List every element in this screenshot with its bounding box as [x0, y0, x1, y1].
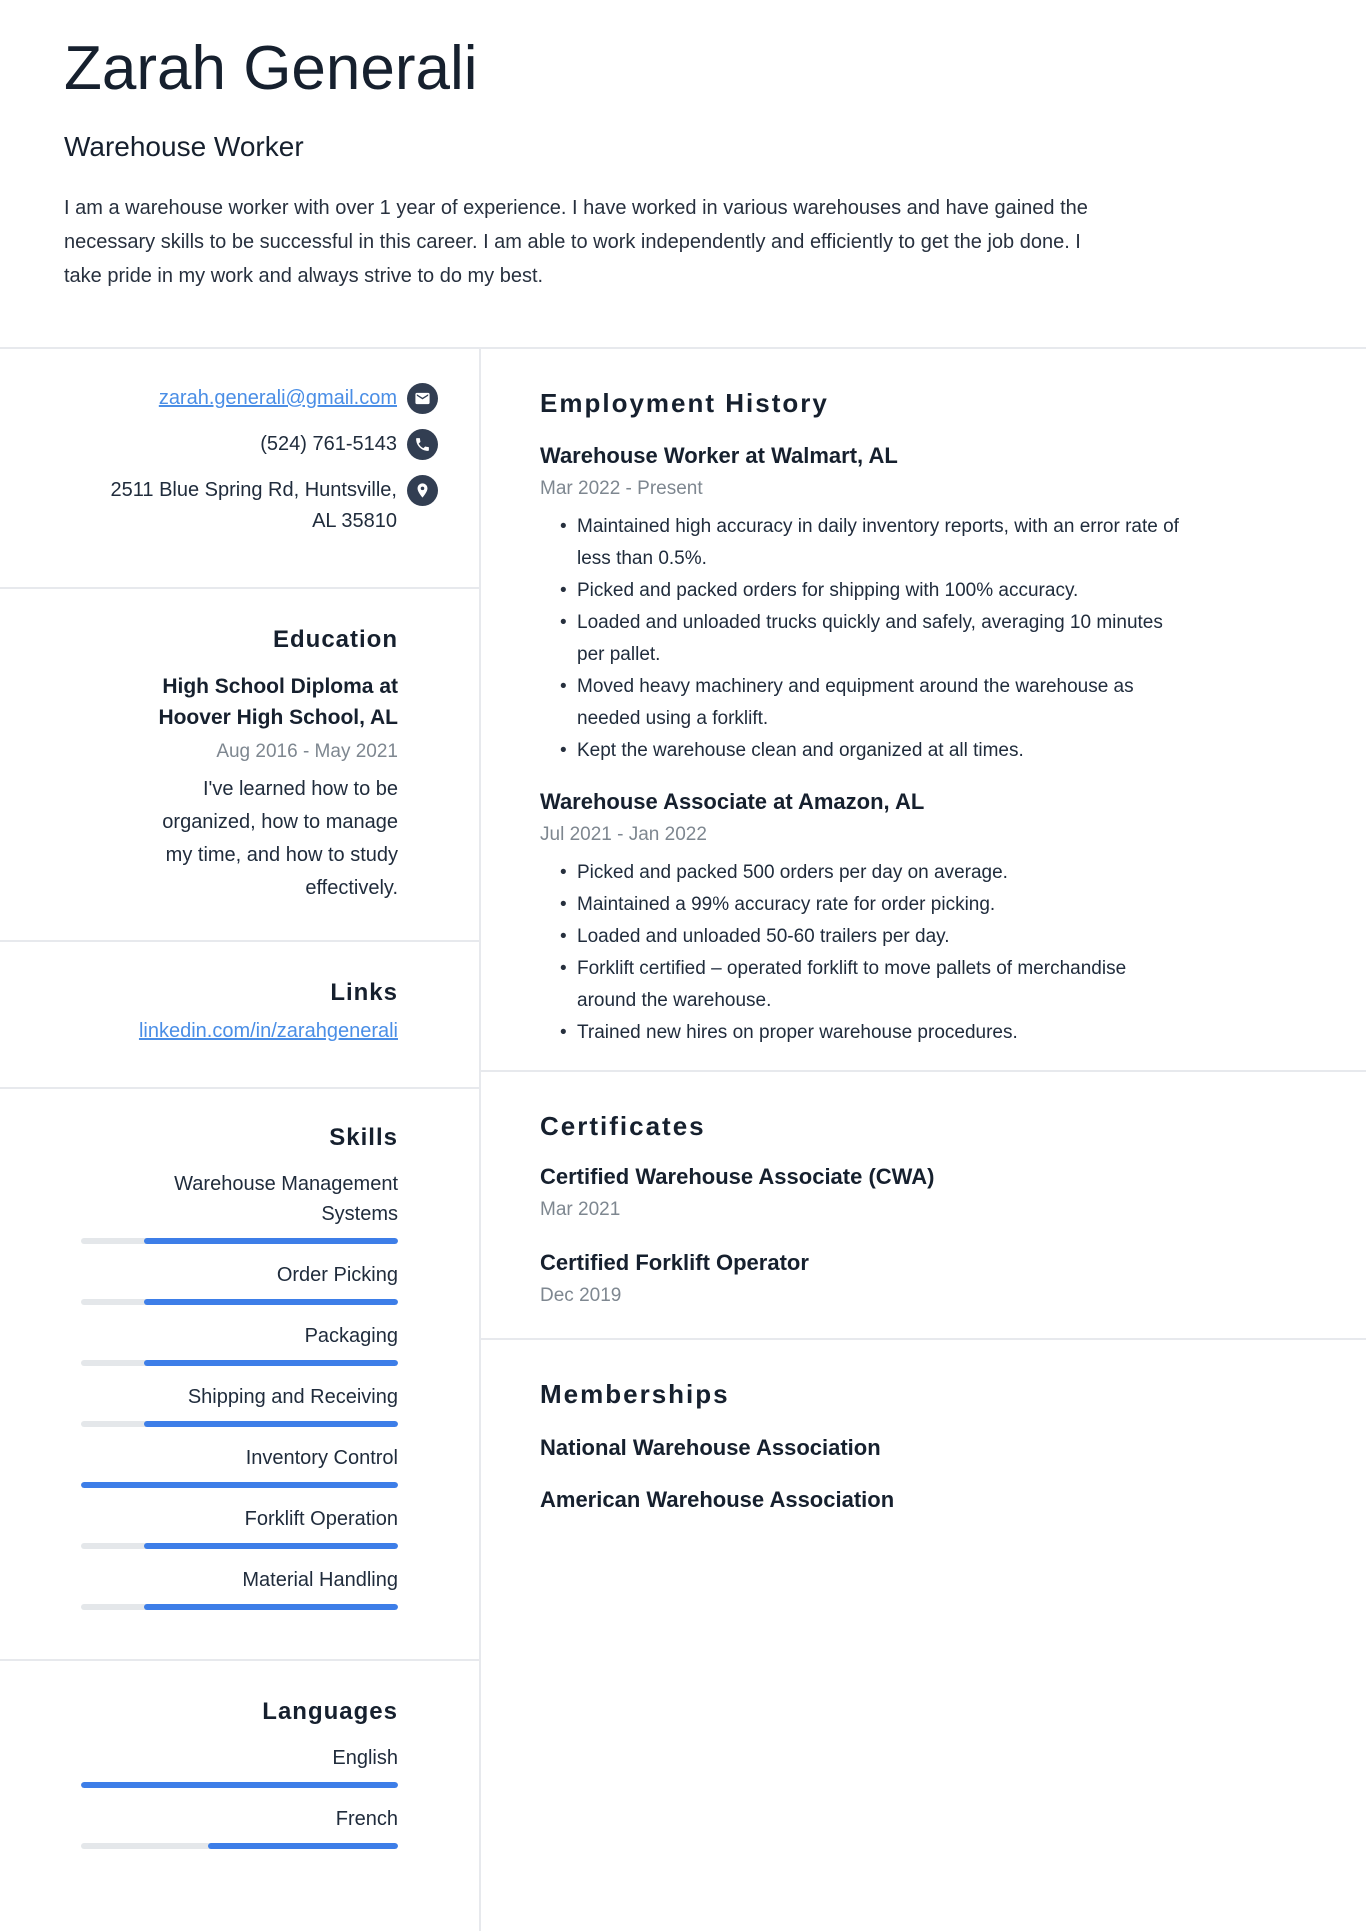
certificate-date: Mar 2021: [540, 1199, 621, 1220]
person-name: Zarah Generali: [64, 34, 478, 103]
job-dates: Jul 2021 - Jan 2022: [540, 824, 707, 845]
links-heading: Links: [330, 979, 398, 1006]
skill-bar: [81, 1482, 398, 1488]
job-title: Warehouse Worker at Walmart, AL: [540, 443, 898, 468]
skill-name: Inventory Control: [245, 1447, 398, 1469]
skill-bar-fill: [144, 1604, 398, 1610]
skill-bar-fill: [144, 1238, 398, 1244]
languages-heading: Languages: [262, 1698, 398, 1725]
certificate-date: Dec 2019: [540, 1285, 622, 1306]
skill-item: [64, 1382, 438, 1427]
employment-heading: Employment History: [540, 388, 829, 418]
skill-item: [64, 1260, 438, 1305]
contact-phone: (524) 761-5143: [260, 433, 397, 455]
header: [0, 0, 1366, 349]
skill-name: Packaging: [304, 1325, 398, 1347]
skill-item: [64, 1321, 438, 1366]
skill-item: [64, 1169, 438, 1244]
skill-bar-fill: [144, 1543, 398, 1549]
job-bullet: • Loaded and unloaded 50-60 trailers per day.: [577, 921, 1180, 953]
skill-bar-fill: [144, 1299, 398, 1305]
skills-section: [0, 1089, 479, 1661]
email-link[interactable]: zarah.generali@gmail.com: [158, 387, 397, 409]
job-bullet: • Picked and packed 500 orders per day on average.: [577, 857, 1180, 889]
skill-name: Shipping and Receiving: [187, 1386, 398, 1408]
skill-name: Warehouse Management Systems: [174, 1173, 398, 1225]
skill-bar: [81, 1238, 398, 1244]
body-columns: [0, 349, 1366, 1931]
job-bullet: • Moved heavy machinery and equipment around the warehouse as needed using a forklift.: [577, 671, 1180, 735]
profile-summary: I am a warehouse worker with over 1 year of experience. I have worked in various warehouses and have gained the necessary skills to be successful in this career. I am able to work independently and efficiently to get the job done. I take pride in my work and always strive to do my best.: [64, 197, 1088, 287]
certificate-entry: [540, 1162, 1326, 1222]
mail-icon: [407, 383, 438, 414]
certificate-title: Certified Forklift Operator: [540, 1250, 809, 1275]
job-bullet: • Kept the warehouse clean and organized at all times.: [577, 735, 1180, 767]
job-bullet: • Maintained a 99% accuracy rate for order picking.: [577, 889, 1180, 921]
certificates-heading: Certificates: [540, 1111, 706, 1141]
skill-bar-fill: [81, 1482, 398, 1488]
education-degree: High School Diploma at Hoover High School, AL: [158, 675, 398, 729]
contact-row-email: [64, 383, 438, 414]
skill-bar: [81, 1421, 398, 1427]
job-title: Warehouse Associate at Amazon, AL: [540, 789, 925, 814]
skills-heading: Skills: [329, 1124, 398, 1151]
language-bar-fill: [81, 1782, 398, 1788]
skill-item: [64, 1504, 438, 1549]
skill-name: Order Picking: [276, 1264, 398, 1286]
job-entry: [540, 441, 1180, 767]
contact-address: [64, 475, 397, 537]
main-column: [481, 349, 1366, 1931]
memberships-heading: Memberships: [540, 1379, 730, 1409]
links-section: [0, 942, 479, 1089]
education-dates: Aug 2016 - May 2021: [216, 741, 398, 762]
employment-section: [481, 349, 1366, 1072]
job-bullet-list: [540, 857, 1180, 1049]
job-entry: [540, 787, 1180, 1049]
languages-section: [0, 1661, 479, 1849]
location-icon: [407, 475, 438, 506]
job-bullet-list: [540, 511, 1180, 767]
skill-bar-fill: [144, 1421, 398, 1427]
job-bullet: • Forklift certified – operated forklift to move pallets of merchandise around the warehouse.: [577, 953, 1180, 1017]
language-item: [64, 1804, 438, 1849]
skill-bar: [81, 1299, 398, 1305]
job-bullet: • Picked and packed orders for shipping with 100% accuracy.: [577, 575, 1180, 607]
certificate-title: Certified Warehouse Associate (CWA): [540, 1164, 935, 1189]
job-dates: Mar 2022 - Present: [540, 478, 703, 499]
membership-entry: American Warehouse Association: [540, 1487, 895, 1512]
contact-email: [64, 383, 397, 414]
certificates-section: [481, 1072, 1366, 1340]
language-name: French: [335, 1808, 398, 1830]
skill-bar-fill: [144, 1360, 398, 1366]
language-bar-fill: [208, 1843, 398, 1849]
skill-name: Material Handling: [242, 1569, 398, 1591]
education-section: [0, 589, 479, 942]
person-job-title: Warehouse Worker: [64, 131, 304, 162]
skill-bar: [81, 1604, 398, 1610]
contact-address-text: 2511 Blue Spring Rd, Huntsville, AL 35810: [110, 479, 397, 532]
education-description: I've learned how to be organized, how to manage my time, and how to study effectively.: [162, 778, 398, 899]
language-bar: [81, 1843, 398, 1849]
job-bullet: • Maintained high accuracy in daily inventory reports, with an error rate of less than 0.5%.: [577, 511, 1180, 575]
linkedin-link[interactable]: linkedin.com/in/zarahgenerali: [138, 1020, 398, 1042]
skill-bar: [81, 1360, 398, 1366]
education-heading: Education: [272, 626, 398, 653]
contact-row-phone: [64, 429, 438, 460]
phone-icon: [407, 429, 438, 460]
language-name: English: [332, 1747, 398, 1769]
skill-bar: [81, 1543, 398, 1549]
membership-entry: National Warehouse Association: [540, 1435, 881, 1460]
skill-item: [64, 1565, 438, 1610]
skill-item: [64, 1443, 438, 1488]
contact-row-address: [64, 475, 438, 537]
job-bullet: • Loaded and unloaded trucks quickly and safely, averaging 10 minutes per pallet.: [577, 607, 1180, 671]
language-bar: [81, 1782, 398, 1788]
job-bullet: • Trained new hires on proper warehouse procedures.: [577, 1017, 1180, 1049]
skill-name: Forklift Operation: [244, 1508, 398, 1530]
memberships-section: [481, 1340, 1366, 1514]
sidebar: [0, 349, 481, 1931]
certificate-entry: [540, 1248, 1326, 1308]
contact-section: [0, 349, 479, 589]
language-item: [64, 1743, 438, 1788]
